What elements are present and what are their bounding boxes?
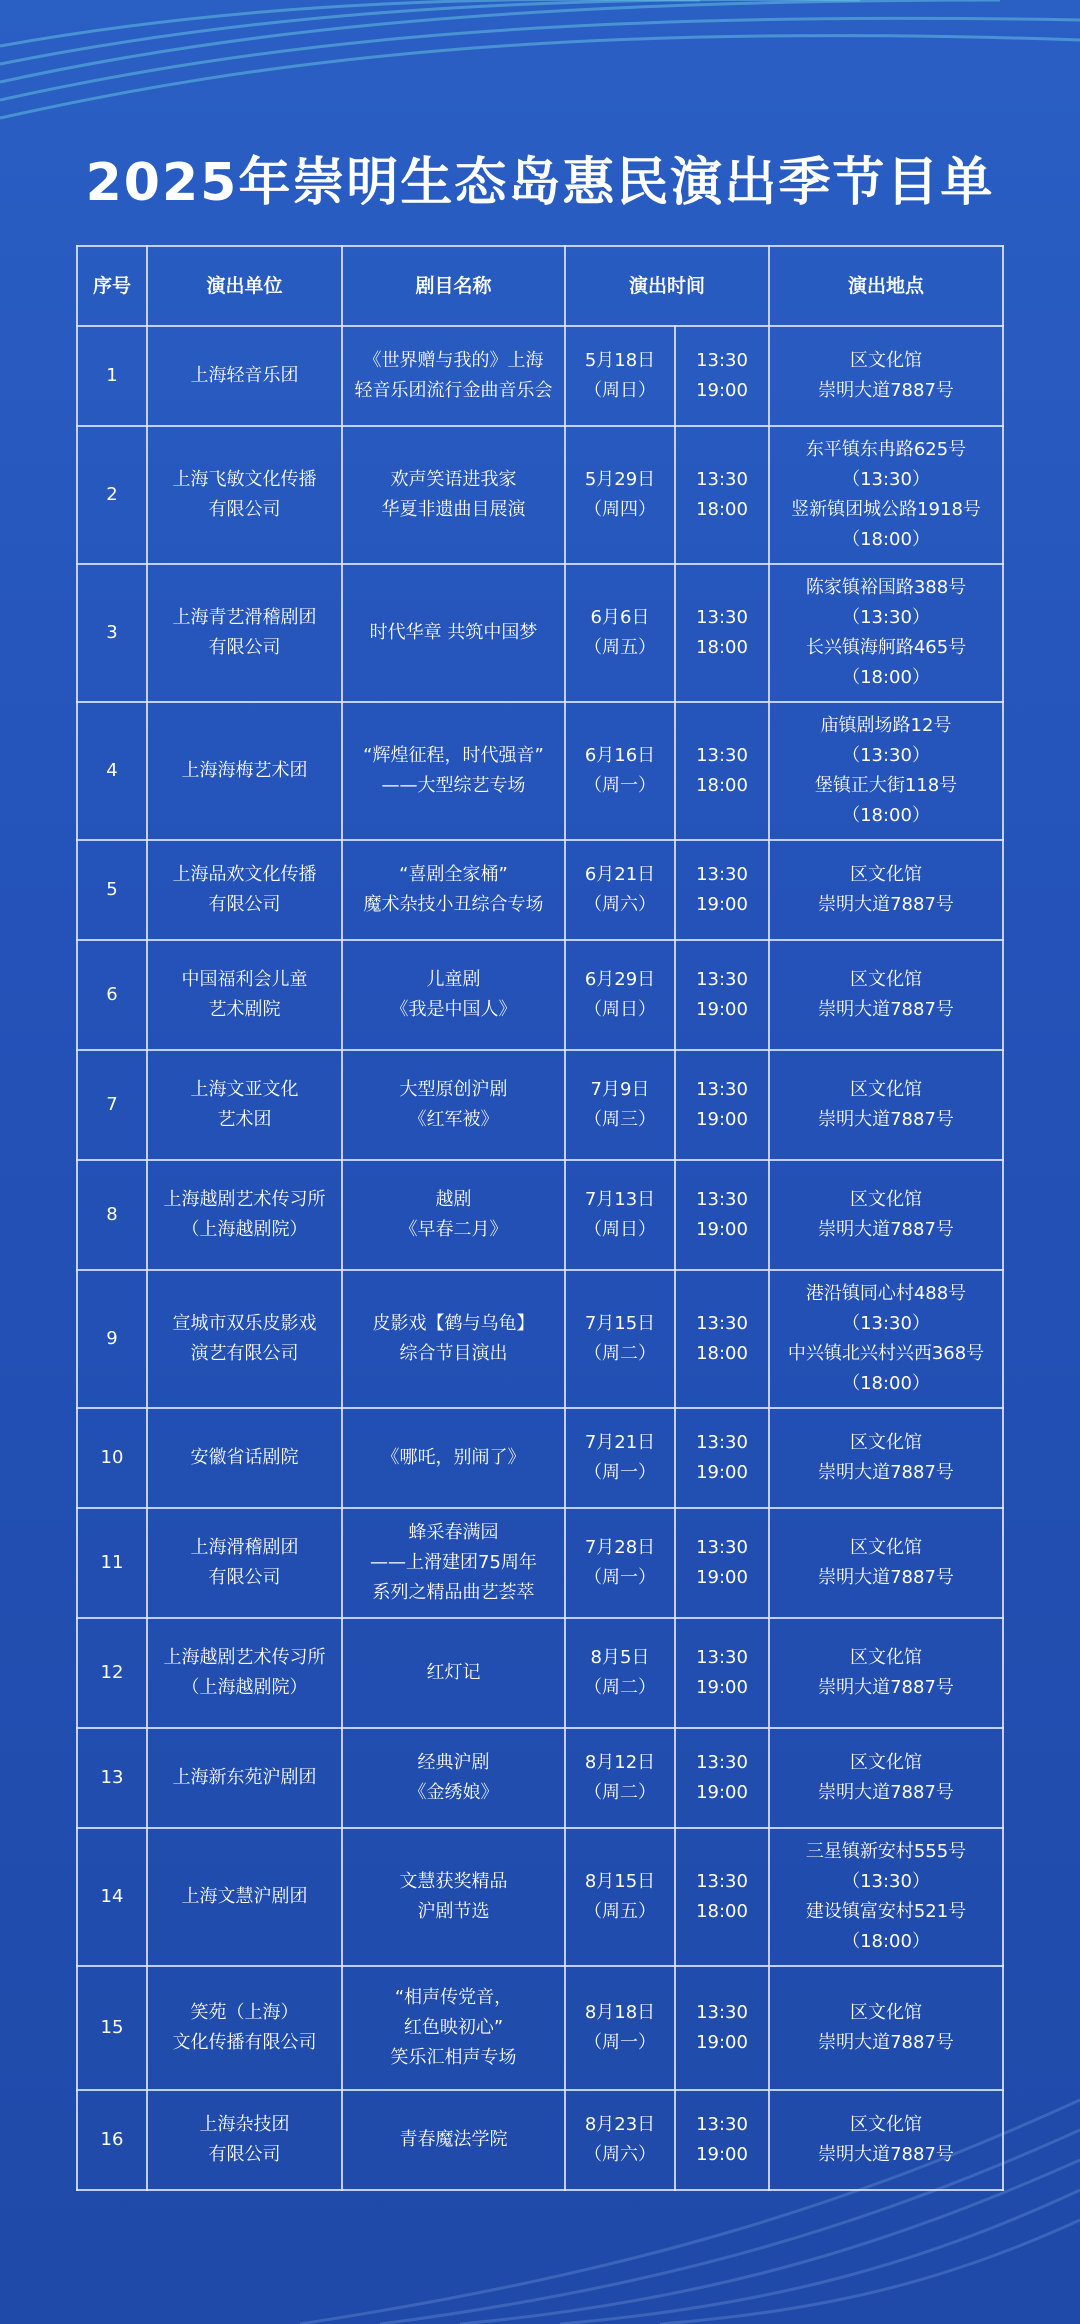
table-row: [77, 564, 1003, 702]
row-name: [342, 326, 565, 426]
row-unit-line: （上海越剧院）: [181, 1219, 308, 1240]
row-venue: [769, 940, 1003, 1050]
row-venue-line: （13:30）: [842, 1871, 930, 1892]
row-name: [342, 1618, 565, 1728]
row-date: [565, 1728, 675, 1828]
row-times: [675, 2090, 769, 2190]
row-unit-line: 上海青艺滑稽剧团: [172, 607, 317, 628]
table-row: [77, 1408, 1003, 1508]
row-unit-line: 有限公司: [208, 499, 281, 520]
row-unit-line: 上海杂技团: [199, 2114, 290, 2135]
row-times-line: 19:00: [696, 1567, 748, 1588]
row-date: [565, 1508, 675, 1618]
table-row: [77, 840, 1003, 940]
row-name-line: 蜂采春满园: [408, 1522, 499, 1543]
row-date-line: （周一）: [584, 2032, 656, 2053]
row-times-line: 19:00: [696, 1219, 748, 1240]
row-unit-line: 有限公司: [208, 2144, 281, 2165]
row-name-line: 《我是中国人》: [390, 999, 517, 1020]
row-venue-line: 区文化馆: [850, 1537, 923, 1558]
row-name-line: 魔术杂技小丑综合专场: [363, 894, 544, 915]
row-name-line: ——大型综艺专场: [381, 775, 526, 796]
row-date-line: （周五）: [584, 1901, 656, 1922]
row-name-line: 沪剧节选: [417, 1901, 490, 1922]
row-date-line: 7月13日: [584, 1189, 656, 1210]
row-date-line: 8月5日: [590, 1647, 650, 1668]
table-row: [77, 1966, 1003, 2090]
row-venue-line: （18:00）: [842, 1931, 930, 1952]
row-venue-line: 崇明大道7887号: [818, 999, 954, 1020]
row-name-line: 文慧获奖精品: [399, 1871, 508, 1892]
row-venue: [769, 1828, 1003, 1966]
row-venue-line: 港沿镇同心村488号: [805, 1283, 967, 1304]
table-body: [77, 326, 1003, 2190]
row-unit-line: 文化传播有限公司: [172, 2032, 317, 2053]
row-no: 11: [77, 1508, 147, 1618]
row-times-line: 13:30: [696, 1752, 748, 1773]
row-venue: [769, 1618, 1003, 1728]
row-name: [342, 2090, 565, 2190]
row-unit: [147, 564, 342, 702]
row-venue-line: 区文化馆: [850, 350, 923, 371]
row-venue-line: 崇明大道7887号: [818, 1677, 954, 1698]
row-name-line: 系列之精品曲艺荟萃: [372, 1582, 535, 1603]
row-date: [565, 1828, 675, 1966]
row-name: [342, 1728, 565, 1828]
row-date-line: 5月18日: [584, 350, 656, 371]
row-date: [565, 426, 675, 564]
row-date: [565, 702, 675, 840]
row-date: [565, 326, 675, 426]
row-venue-line: （18:00）: [842, 805, 930, 826]
row-name-line: 轻音乐团流行金曲音乐会: [354, 380, 553, 401]
program-table: [76, 245, 1004, 2191]
table-header-row: [77, 246, 1003, 326]
row-name-line: 经典沪剧: [417, 1752, 490, 1773]
row-unit-line: 宣城市双乐皮影戏: [172, 1313, 317, 1334]
row-name-line: ——上滑建团75周年: [370, 1552, 537, 1573]
row-venue-line: 崇明大道7887号: [818, 380, 954, 401]
row-name-line: “相声传党音，: [394, 1987, 513, 2008]
row-date-line: （周二）: [584, 1343, 656, 1364]
row-unit: [147, 426, 342, 564]
row-unit-line: 艺术剧院: [208, 999, 281, 1020]
row-unit: [147, 1270, 342, 1408]
row-date-line: 7月15日: [584, 1313, 656, 1334]
row-unit-line: 上海越剧艺术传习所: [163, 1647, 326, 1668]
row-venue-line: 崇明大道7887号: [818, 1219, 954, 1240]
row-date-line: （周一）: [584, 1462, 656, 1483]
row-unit-line: 艺术团: [217, 1109, 272, 1130]
row-venue-line: 长兴镇海舸路465号: [805, 637, 967, 658]
row-date-line: （周二）: [584, 1782, 656, 1803]
table-row: [77, 1050, 1003, 1160]
row-times-line: 19:00: [696, 1782, 748, 1803]
row-name-line: 皮影戏【鹤与乌龟】: [372, 1313, 535, 1334]
row-date-line: （周二）: [584, 1677, 656, 1698]
row-unit-line: 有限公司: [208, 637, 281, 658]
row-unit-line: 上海飞敏文化传播: [172, 469, 317, 490]
row-venue: [769, 326, 1003, 426]
row-times-line: 18:00: [696, 637, 748, 658]
row-times: [675, 426, 769, 564]
row-times: [675, 1966, 769, 2090]
row-name: [342, 1508, 565, 1618]
row-venue-line: 崇明大道7887号: [818, 2144, 954, 2165]
row-name-line: 《红军被》: [408, 1109, 499, 1130]
row-date: [565, 840, 675, 940]
row-date-line: 6月16日: [584, 745, 656, 766]
row-times-line: 13:30: [696, 864, 748, 885]
row-unit: [147, 1728, 342, 1828]
row-venue-line: 崇明大道7887号: [818, 1782, 954, 1803]
row-name: [342, 940, 565, 1050]
row-times-line: 13:30: [696, 969, 748, 990]
row-no: 5: [77, 840, 147, 940]
row-name-line: 大型原创沪剧: [399, 1079, 508, 1100]
row-venue-line: 区文化馆: [850, 1752, 923, 1773]
row-no: 13: [77, 1728, 147, 1828]
table-row: [77, 326, 1003, 426]
row-venue-line: 中兴镇北兴村兴西368号: [787, 1343, 985, 1364]
row-times-line: 19:00: [696, 999, 748, 1020]
row-times-line: 18:00: [696, 1901, 748, 1922]
row-venue-line: 崇明大道7887号: [818, 1567, 954, 1588]
row-venue-line: （18:00）: [842, 529, 930, 550]
row-name-line: “辉煌征程，时代强音”: [363, 745, 544, 766]
row-venue-line: 区文化馆: [850, 1189, 923, 1210]
row-unit-line: 上海文亚文化: [190, 1079, 299, 1100]
row-date-line: 8月23日: [584, 2114, 656, 2135]
row-venue: [769, 1408, 1003, 1508]
row-name-line: 笑乐汇相声专场: [390, 2047, 517, 2068]
row-name: [342, 702, 565, 840]
table-row: [77, 426, 1003, 564]
row-times-line: 13:30: [696, 745, 748, 766]
row-times: [675, 1408, 769, 1508]
row-name: [342, 1270, 565, 1408]
row-times-line: 13:30: [696, 1313, 748, 1334]
row-name-line: 时代华章 共筑中国梦: [369, 622, 538, 643]
row-date-line: （周三）: [584, 1109, 656, 1130]
row-times-line: 19:00: [696, 1109, 748, 1130]
row-name: [342, 1408, 565, 1508]
row-times: [675, 1050, 769, 1160]
row-date: [565, 940, 675, 1050]
row-unit-line: 有限公司: [208, 1567, 281, 1588]
row-unit-line: （上海越剧院）: [181, 1677, 308, 1698]
row-date-line: 6月6日: [590, 607, 650, 628]
row-date-line: （周一）: [584, 1567, 656, 1588]
row-unit: [147, 1160, 342, 1270]
row-times: [675, 1160, 769, 1270]
row-date-line: 7月9日: [590, 1079, 650, 1100]
table-row: [77, 1508, 1003, 1618]
row-date-line: （周日）: [584, 1219, 656, 1240]
row-times: [675, 702, 769, 840]
row-date-line: （周日）: [584, 999, 656, 1020]
row-times-line: 13:30: [696, 1079, 748, 1100]
row-venue-line: 区文化馆: [850, 2114, 923, 2135]
row-date-line: 8月18日: [584, 2002, 656, 2023]
row-date-line: 8月12日: [584, 1752, 656, 1773]
row-name-line: 《金绣娘》: [408, 1782, 499, 1803]
row-unit-line: 上海越剧艺术传习所: [163, 1189, 326, 1210]
row-name-line: 儿童剧: [426, 969, 481, 990]
row-times: [675, 1618, 769, 1728]
row-times-line: 13:30: [696, 2002, 748, 2023]
row-venue: [769, 1160, 1003, 1270]
row-unit: [147, 1408, 342, 1508]
row-no: 7: [77, 1050, 147, 1160]
row-venue-line: 三星镇新安村555号: [805, 1841, 967, 1862]
row-name: [342, 426, 565, 564]
table-row: [77, 1828, 1003, 1966]
row-unit-line: 安徽省话剧院: [190, 1447, 299, 1468]
row-venue: [769, 1508, 1003, 1618]
row-venue: [769, 1966, 1003, 2090]
row-name: [342, 1050, 565, 1160]
row-unit-line: 上海轻音乐团: [190, 365, 299, 386]
row-no: 15: [77, 1966, 147, 2090]
row-times-line: 13:30: [696, 1189, 748, 1210]
row-venue: [769, 1270, 1003, 1408]
row-venue-line: 区文化馆: [850, 864, 923, 885]
header-time: 演出时间: [565, 246, 769, 326]
row-date: [565, 1966, 675, 2090]
row-venue-line: 竖新镇团城公路1918号: [791, 499, 981, 520]
page-title: 2025年崇明生态岛惠民演出季节目单: [85, 153, 995, 213]
row-no: 2: [77, 426, 147, 564]
table-row: [77, 1270, 1003, 1408]
row-unit: [147, 1966, 342, 2090]
row-name: [342, 1966, 565, 2090]
row-unit: [147, 1050, 342, 1160]
row-date: [565, 2090, 675, 2190]
row-date-line: （周六）: [584, 894, 656, 915]
row-no: 1: [77, 326, 147, 426]
row-name-line: 《世界赠与我的》上海: [363, 350, 544, 371]
row-times: [675, 840, 769, 940]
row-name-line: 越剧: [435, 1189, 472, 1210]
row-venue-line: （13:30）: [842, 607, 930, 628]
row-times-line: 13:30: [696, 1871, 748, 1892]
row-venue-line: 崇明大道7887号: [818, 2032, 954, 2053]
row-venue: [769, 2090, 1003, 2190]
row-unit: [147, 2090, 342, 2190]
row-unit-line: 中国福利会儿童: [181, 969, 308, 990]
row-venue-line: （13:30）: [842, 745, 930, 766]
table-row: [77, 702, 1003, 840]
row-no: 10: [77, 1408, 147, 1508]
row-date-line: （周五）: [584, 637, 656, 658]
row-name: [342, 1828, 565, 1966]
row-venue-line: 区文化馆: [850, 1432, 923, 1453]
row-times-line: 19:00: [696, 2032, 748, 2053]
row-unit-line: 上海滑稽剧团: [190, 1537, 299, 1558]
row-unit: [147, 1618, 342, 1728]
row-venue-line: 陈家镇裕国路388号: [805, 577, 967, 598]
row-times-line: 19:00: [696, 2144, 748, 2165]
row-date: [565, 1270, 675, 1408]
row-times: [675, 1728, 769, 1828]
table-row: [77, 1160, 1003, 1270]
row-unit-line: 演艺有限公司: [190, 1343, 299, 1364]
row-date: [565, 1408, 675, 1508]
row-times-line: 13:30: [696, 1432, 748, 1453]
row-date: [565, 1050, 675, 1160]
row-no: 8: [77, 1160, 147, 1270]
row-venue: [769, 840, 1003, 940]
row-times-line: 13:30: [696, 2114, 748, 2135]
table-row: [77, 2090, 1003, 2190]
row-date-line: （周六）: [584, 2144, 656, 2165]
table-row: [77, 1728, 1003, 1828]
row-times-line: 18:00: [696, 1343, 748, 1364]
row-name-line: 综合节目演出: [399, 1343, 508, 1364]
row-times-line: 18:00: [696, 499, 748, 520]
row-date-line: （周日）: [584, 380, 656, 401]
row-name-line: 华夏非遗曲目展演: [381, 499, 526, 520]
row-date: [565, 1618, 675, 1728]
row-unit: [147, 1508, 342, 1618]
row-times-line: 13:30: [696, 469, 748, 490]
row-unit-line: 上海品欢文化传播: [172, 864, 317, 885]
row-name: [342, 840, 565, 940]
row-no: 16: [77, 2090, 147, 2190]
row-date-line: 5月29日: [584, 469, 656, 490]
row-venue: [769, 426, 1003, 564]
row-times: [675, 326, 769, 426]
row-venue-line: 崇明大道7887号: [818, 894, 954, 915]
row-venue-line: （13:30）: [842, 1313, 930, 1334]
row-name: [342, 1160, 565, 1270]
row-no: 14: [77, 1828, 147, 1966]
row-date-line: 6月21日: [584, 864, 656, 885]
row-name-line: 青春魔法学院: [399, 2129, 508, 2150]
row-date: [565, 564, 675, 702]
row-times-line: 13:30: [696, 1537, 748, 1558]
row-unit: [147, 702, 342, 840]
row-no: 3: [77, 564, 147, 702]
row-times-line: 19:00: [696, 1677, 748, 1698]
row-date-line: （周一）: [584, 775, 656, 796]
row-date-line: 7月21日: [584, 1432, 656, 1453]
header-no: 序号: [77, 246, 147, 326]
row-venue: [769, 702, 1003, 840]
row-times-line: 18:00: [696, 775, 748, 796]
row-venue-line: 建设镇富安村521号: [805, 1901, 967, 1922]
row-venue: [769, 1050, 1003, 1160]
row-unit-line: 上海海梅艺术团: [181, 760, 308, 781]
row-unit: [147, 326, 342, 426]
row-date-line: 7月28日: [584, 1537, 656, 1558]
row-unit-line: 有限公司: [208, 894, 281, 915]
table-row: [77, 1618, 1003, 1728]
row-times-line: 13:30: [696, 350, 748, 371]
row-venue-line: 区文化馆: [850, 1647, 923, 1668]
row-venue: [769, 564, 1003, 702]
row-unit-line: 笑苑（上海）: [190, 2002, 299, 2023]
row-venue-line: 崇明大道7887号: [818, 1109, 954, 1130]
row-times: [675, 1828, 769, 1966]
row-times: [675, 940, 769, 1050]
row-venue: [769, 1728, 1003, 1828]
row-times-line: 19:00: [696, 894, 748, 915]
row-times: [675, 1508, 769, 1618]
row-unit: [147, 940, 342, 1050]
header-unit: 演出单位: [147, 246, 342, 326]
row-venue-line: 堡镇正大街118号: [814, 775, 958, 796]
row-date-line: 6月29日: [584, 969, 656, 990]
row-no: 4: [77, 702, 147, 840]
row-name-line: 红灯记: [426, 1662, 481, 1683]
row-unit: [147, 840, 342, 940]
row-name-line: 《早春二月》: [399, 1219, 508, 1240]
row-name: [342, 564, 565, 702]
row-name-line: 红色映初心”: [403, 2017, 504, 2038]
row-name-line: 《哪吒，别闹了》: [381, 1447, 526, 1468]
row-date-line: 8月15日: [584, 1871, 656, 1892]
row-times-line: 13:30: [696, 607, 748, 628]
row-venue-line: （18:00）: [842, 667, 930, 688]
row-name-line: “喜剧全家桶”: [399, 864, 508, 885]
row-no: 12: [77, 1618, 147, 1728]
row-name-line: 欢声笑语进我家: [390, 469, 517, 490]
header-venue: 演出地点: [769, 246, 1003, 326]
row-times: [675, 1270, 769, 1408]
row-venue-line: （13:30）: [842, 469, 930, 490]
row-venue-line: 东平镇东冉路625号: [805, 439, 967, 460]
row-unit-line: 上海新东苑沪剧团: [172, 1767, 317, 1788]
row-times-line: 19:00: [696, 1462, 748, 1483]
row-venue-line: （18:00）: [842, 1373, 930, 1394]
row-unit-line: 上海文慧沪剧团: [181, 1886, 308, 1907]
row-date: [565, 1160, 675, 1270]
row-venue-line: 庙镇剧场路12号: [820, 715, 952, 736]
row-times-line: 19:00: [696, 380, 748, 401]
row-unit: [147, 1828, 342, 1966]
row-date-line: （周四）: [584, 499, 656, 520]
header-name: 剧目名称: [342, 246, 565, 326]
row-times: [675, 564, 769, 702]
table-row: [77, 940, 1003, 1050]
row-no: 9: [77, 1270, 147, 1408]
row-times-line: 13:30: [696, 1647, 748, 1668]
row-no: 6: [77, 940, 147, 1050]
row-venue-line: 区文化馆: [850, 1079, 923, 1100]
row-venue-line: 区文化馆: [850, 2002, 923, 2023]
row-venue-line: 崇明大道7887号: [818, 1462, 954, 1483]
row-venue-line: 区文化馆: [850, 969, 923, 990]
